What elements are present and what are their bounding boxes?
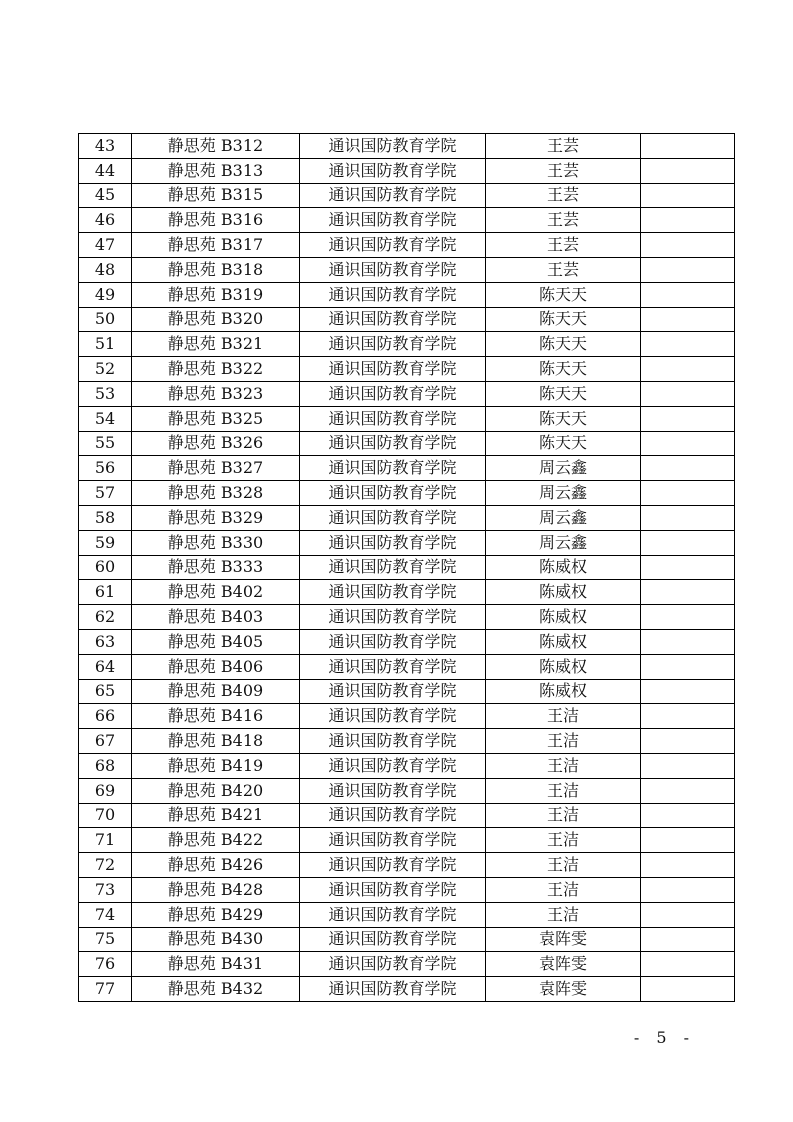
table-row	[79, 853, 735, 878]
note-cell	[641, 332, 735, 357]
college-cell: 通识国防教育学院	[300, 902, 486, 927]
row-number: 75	[79, 927, 132, 952]
row-number: 46	[79, 208, 132, 233]
table-row	[79, 357, 735, 382]
table-row	[79, 431, 735, 456]
row-number: 62	[79, 605, 132, 630]
row-number: 57	[79, 481, 132, 506]
college-cell: 通识国防教育学院	[300, 853, 486, 878]
row-number: 48	[79, 257, 132, 282]
person-cell: 王洁	[486, 729, 641, 754]
person-cell: 陈威权	[486, 679, 641, 704]
room-cell: 静思苑 B329	[132, 505, 300, 530]
college-cell: 通识国防教育学院	[300, 555, 486, 580]
room-cell: 静思苑 B429	[132, 902, 300, 927]
table-row	[79, 381, 735, 406]
person-cell: 王芸	[486, 183, 641, 208]
row-number: 74	[79, 902, 132, 927]
row-number: 64	[79, 654, 132, 679]
college-cell: 通识国防教育学院	[300, 332, 486, 357]
room-cell: 静思苑 B317	[132, 233, 300, 258]
person-cell: 王洁	[486, 778, 641, 803]
person-cell: 周云鑫	[486, 481, 641, 506]
person-cell: 王芸	[486, 233, 641, 258]
college-cell: 通识国防教育学院	[300, 753, 486, 778]
college-cell: 通识国防教育学院	[300, 134, 486, 159]
table-row	[79, 902, 735, 927]
note-cell	[641, 233, 735, 258]
room-cell: 静思苑 B321	[132, 332, 300, 357]
note-cell	[641, 605, 735, 630]
person-cell: 王洁	[486, 803, 641, 828]
college-cell: 通识国防教育学院	[300, 505, 486, 530]
person-cell: 陈天天	[486, 381, 641, 406]
row-number: 60	[79, 555, 132, 580]
table-row	[79, 605, 735, 630]
note-cell	[641, 357, 735, 382]
room-cell: 静思苑 B318	[132, 257, 300, 282]
note-cell	[641, 257, 735, 282]
person-cell: 王洁	[486, 753, 641, 778]
row-number: 55	[79, 431, 132, 456]
college-cell: 通识国防教育学院	[300, 605, 486, 630]
person-cell: 陈天天	[486, 282, 641, 307]
room-cell: 静思苑 B420	[132, 778, 300, 803]
person-cell: 王洁	[486, 704, 641, 729]
note-cell	[641, 530, 735, 555]
table-row	[79, 530, 735, 555]
table-row	[79, 977, 735, 1002]
college-cell: 通识国防教育学院	[300, 927, 486, 952]
college-cell: 通识国防教育学院	[300, 158, 486, 183]
college-cell: 通识国防教育学院	[300, 257, 486, 282]
college-cell: 通识国防教育学院	[300, 654, 486, 679]
row-number: 51	[79, 332, 132, 357]
row-number: 43	[79, 134, 132, 159]
room-cell: 静思苑 B418	[132, 729, 300, 754]
room-cell: 静思苑 B320	[132, 307, 300, 332]
note-cell	[641, 853, 735, 878]
table-body	[79, 134, 735, 1002]
table-row	[79, 654, 735, 679]
note-cell	[641, 828, 735, 853]
room-cell: 静思苑 B402	[132, 580, 300, 605]
college-cell: 通识国防教育学院	[300, 704, 486, 729]
college-cell: 通识国防教育学院	[300, 357, 486, 382]
table-row	[79, 307, 735, 332]
table-row	[79, 778, 735, 803]
row-number: 56	[79, 456, 132, 481]
room-cell: 静思苑 B426	[132, 853, 300, 878]
person-cell: 陈威权	[486, 555, 641, 580]
note-cell	[641, 753, 735, 778]
college-cell: 通识国防教育学院	[300, 208, 486, 233]
person-cell: 王洁	[486, 853, 641, 878]
note-cell	[641, 208, 735, 233]
note-cell	[641, 977, 735, 1002]
room-cell: 静思苑 B428	[132, 877, 300, 902]
table-row	[79, 282, 735, 307]
room-cell: 静思苑 B430	[132, 927, 300, 952]
note-cell	[641, 927, 735, 952]
row-number: 72	[79, 853, 132, 878]
note-cell	[641, 803, 735, 828]
row-number: 54	[79, 406, 132, 431]
college-cell: 通识国防教育学院	[300, 729, 486, 754]
table-row	[79, 505, 735, 530]
note-cell	[641, 952, 735, 977]
person-cell: 陈威权	[486, 629, 641, 654]
person-cell: 王芸	[486, 208, 641, 233]
note-cell	[641, 406, 735, 431]
person-cell: 陈天天	[486, 357, 641, 382]
college-cell: 通识国防教育学院	[300, 877, 486, 902]
college-cell: 通识国防教育学院	[300, 282, 486, 307]
note-cell	[641, 902, 735, 927]
college-cell: 通识国防教育学院	[300, 233, 486, 258]
row-number: 49	[79, 282, 132, 307]
note-cell	[641, 877, 735, 902]
note-cell	[641, 778, 735, 803]
college-cell: 通识国防教育学院	[300, 456, 486, 481]
table-row	[79, 332, 735, 357]
note-cell	[641, 580, 735, 605]
room-cell: 静思苑 B422	[132, 828, 300, 853]
college-cell: 通识国防教育学院	[300, 406, 486, 431]
person-cell: 周云鑫	[486, 530, 641, 555]
note-cell	[641, 555, 735, 580]
table-row	[79, 183, 735, 208]
table-row	[79, 927, 735, 952]
person-cell: 袁阵雯	[486, 927, 641, 952]
dormitory-table	[78, 133, 735, 1002]
row-number: 67	[79, 729, 132, 754]
table-row	[79, 952, 735, 977]
row-number: 73	[79, 877, 132, 902]
room-cell: 静思苑 B431	[132, 952, 300, 977]
table-row	[79, 803, 735, 828]
person-cell: 陈天天	[486, 406, 641, 431]
college-cell: 通识国防教育学院	[300, 481, 486, 506]
college-cell: 通识国防教育学院	[300, 183, 486, 208]
room-cell: 静思苑 B405	[132, 629, 300, 654]
table-row	[79, 877, 735, 902]
person-cell: 王洁	[486, 877, 641, 902]
person-cell: 王芸	[486, 134, 641, 159]
table-row	[79, 555, 735, 580]
room-cell: 静思苑 B409	[132, 679, 300, 704]
college-cell: 通识国防教育学院	[300, 828, 486, 853]
college-cell: 通识国防教育学院	[300, 580, 486, 605]
room-cell: 静思苑 B421	[132, 803, 300, 828]
room-cell: 静思苑 B322	[132, 357, 300, 382]
person-cell: 陈天天	[486, 431, 641, 456]
note-cell	[641, 307, 735, 332]
person-cell: 陈威权	[486, 580, 641, 605]
note-cell	[641, 381, 735, 406]
college-cell: 通识国防教育学院	[300, 530, 486, 555]
room-cell: 静思苑 B323	[132, 381, 300, 406]
note-cell	[641, 134, 735, 159]
row-number: 47	[79, 233, 132, 258]
table-row	[79, 208, 735, 233]
row-number: 70	[79, 803, 132, 828]
table-row	[79, 629, 735, 654]
table-row	[79, 580, 735, 605]
college-cell: 通识国防教育学院	[300, 307, 486, 332]
room-cell: 静思苑 B319	[132, 282, 300, 307]
college-cell: 通识国防教育学院	[300, 431, 486, 456]
room-cell: 静思苑 B330	[132, 530, 300, 555]
table-row	[79, 704, 735, 729]
table-row	[79, 406, 735, 431]
note-cell	[641, 282, 735, 307]
person-cell: 袁阵雯	[486, 977, 641, 1002]
note-cell	[641, 158, 735, 183]
college-cell: 通识国防教育学院	[300, 803, 486, 828]
table-row	[79, 257, 735, 282]
page-number: - 5 -	[633, 1028, 695, 1047]
room-cell: 静思苑 B316	[132, 208, 300, 233]
person-cell: 周云鑫	[486, 505, 641, 530]
table-row	[79, 481, 735, 506]
person-cell: 袁阵雯	[486, 952, 641, 977]
row-number: 65	[79, 679, 132, 704]
college-cell: 通识国防教育学院	[300, 629, 486, 654]
room-cell: 静思苑 B325	[132, 406, 300, 431]
person-cell: 王洁	[486, 902, 641, 927]
person-cell: 陈天天	[486, 307, 641, 332]
room-cell: 静思苑 B327	[132, 456, 300, 481]
room-cell: 静思苑 B333	[132, 555, 300, 580]
row-number: 76	[79, 952, 132, 977]
college-cell: 通识国防教育学院	[300, 952, 486, 977]
room-cell: 静思苑 B403	[132, 605, 300, 630]
row-number: 71	[79, 828, 132, 853]
table-row	[79, 828, 735, 853]
note-cell	[641, 431, 735, 456]
note-cell	[641, 456, 735, 481]
table-row	[79, 679, 735, 704]
table-row	[79, 233, 735, 258]
room-cell: 静思苑 B313	[132, 158, 300, 183]
person-cell: 陈天天	[486, 332, 641, 357]
row-number: 44	[79, 158, 132, 183]
row-number: 45	[79, 183, 132, 208]
room-cell: 静思苑 B406	[132, 654, 300, 679]
room-cell: 静思苑 B432	[132, 977, 300, 1002]
college-cell: 通识国防教育学院	[300, 977, 486, 1002]
row-number: 61	[79, 580, 132, 605]
room-cell: 静思苑 B326	[132, 431, 300, 456]
note-cell	[641, 505, 735, 530]
row-number: 52	[79, 357, 132, 382]
row-number: 59	[79, 530, 132, 555]
college-cell: 通识国防教育学院	[300, 381, 486, 406]
room-cell: 静思苑 B416	[132, 704, 300, 729]
person-cell: 王洁	[486, 828, 641, 853]
table-row	[79, 729, 735, 754]
row-number: 69	[79, 778, 132, 803]
row-number: 77	[79, 977, 132, 1002]
note-cell	[641, 679, 735, 704]
note-cell	[641, 481, 735, 506]
row-number: 53	[79, 381, 132, 406]
room-cell: 静思苑 B315	[132, 183, 300, 208]
room-cell: 静思苑 B312	[132, 134, 300, 159]
note-cell	[641, 183, 735, 208]
table-row	[79, 753, 735, 778]
row-number: 66	[79, 704, 132, 729]
person-cell: 陈威权	[486, 605, 641, 630]
person-cell: 王芸	[486, 257, 641, 282]
college-cell: 通识国防教育学院	[300, 778, 486, 803]
room-cell: 静思苑 B328	[132, 481, 300, 506]
table-row	[79, 456, 735, 481]
row-number: 58	[79, 505, 132, 530]
person-cell: 陈威权	[486, 654, 641, 679]
note-cell	[641, 729, 735, 754]
note-cell	[641, 704, 735, 729]
college-cell: 通识国防教育学院	[300, 679, 486, 704]
table-row	[79, 158, 735, 183]
row-number: 63	[79, 629, 132, 654]
person-cell: 王芸	[486, 158, 641, 183]
note-cell	[641, 654, 735, 679]
table-row	[79, 134, 735, 159]
row-number: 68	[79, 753, 132, 778]
person-cell: 周云鑫	[486, 456, 641, 481]
row-number: 50	[79, 307, 132, 332]
note-cell	[641, 629, 735, 654]
room-cell: 静思苑 B419	[132, 753, 300, 778]
